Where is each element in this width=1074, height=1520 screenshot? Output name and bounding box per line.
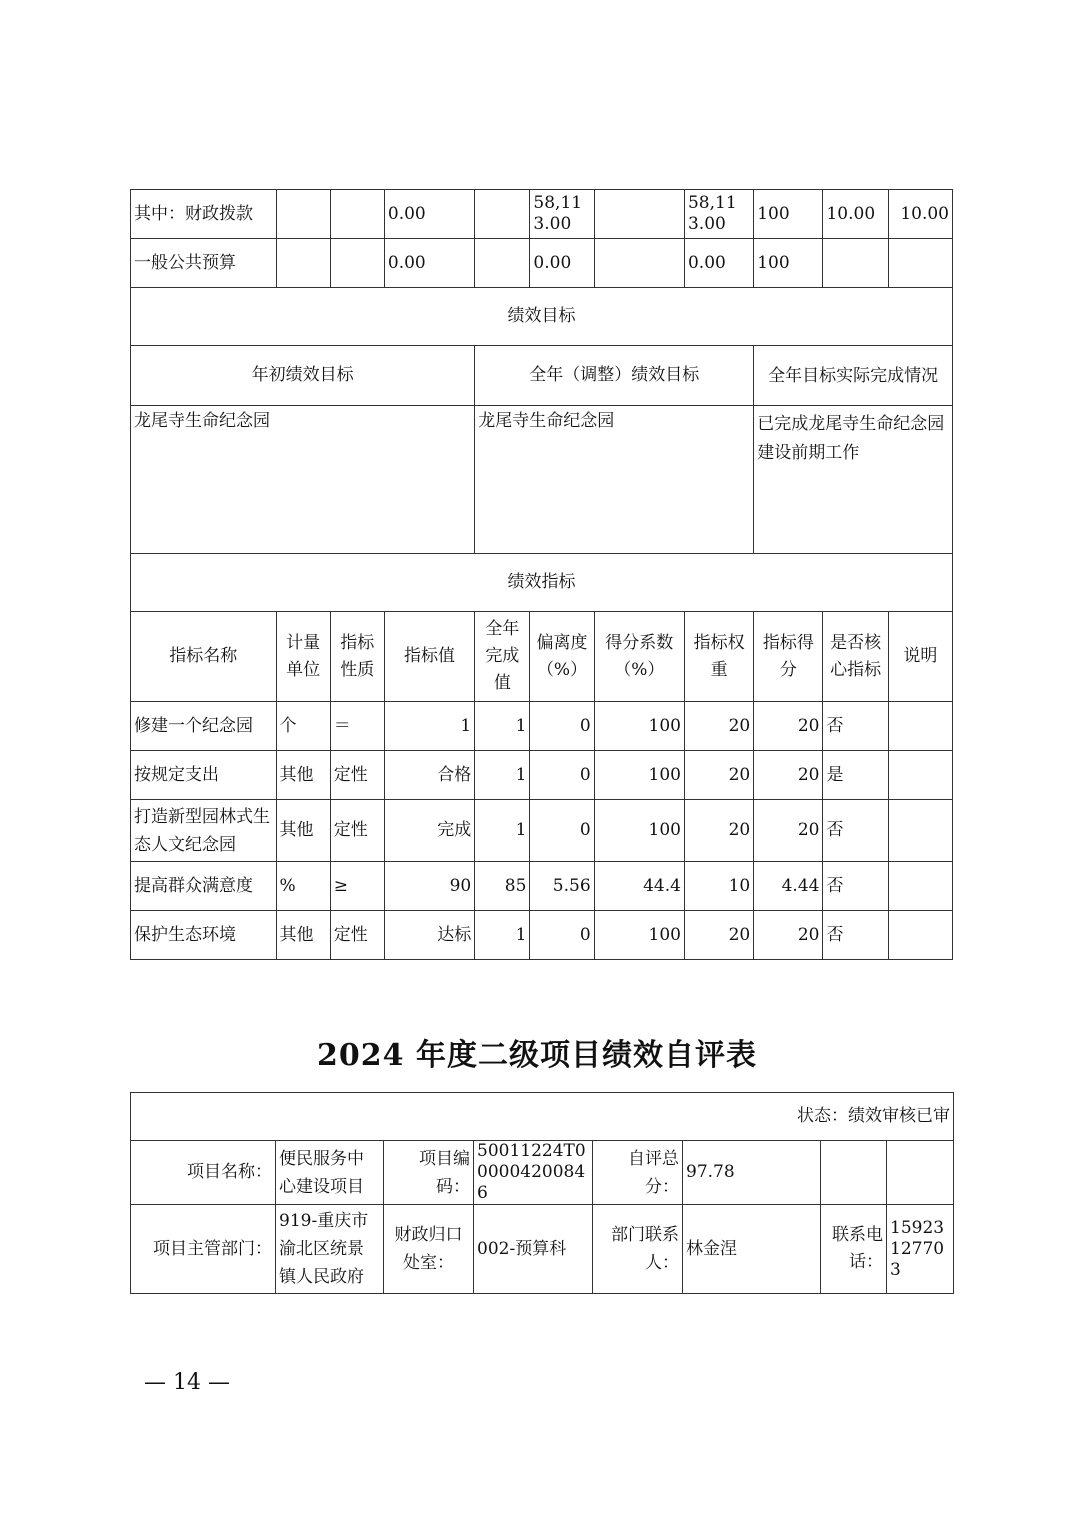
contact-label: 部门联系人：	[593, 1205, 683, 1294]
goals-header-actual: 全年目标实际完成情况	[754, 346, 953, 406]
self-score-label: 自评总分：	[593, 1141, 683, 1205]
funding-row-general: 一般公共预算 0.00 0.00 0.00 100	[131, 239, 953, 288]
goal-initial: 龙尾寺生命纪念园	[131, 406, 475, 554]
finance-label: 财政归口处室：	[384, 1205, 474, 1294]
goal-adjusted: 龙尾寺生命纪念园	[475, 406, 754, 554]
goals-section-title: 绩效目标	[131, 288, 953, 346]
self-score: 97.78	[683, 1141, 821, 1205]
project-name: 便民服务中心建设项目	[276, 1141, 384, 1205]
project-name-label: 项目名称：	[131, 1141, 276, 1205]
second-table-title: 2024 年度二级项目绩效自评表	[317, 1038, 757, 1073]
status-text: 状态：绩效审核已审	[131, 1093, 954, 1141]
indicators-header-row: 指标名称 计量单位 指标性质 指标值 全年完成值 偏离度（%） 得分系数（%） 指标权重 指标得分 是否核心指标 说明	[131, 612, 953, 702]
indicator-row: 按规定支出 其他 定性 合格 1 0 100 20 20 是	[131, 751, 953, 800]
funding-row-fiscal: 其中：财政拨款 0.00 58,113.00 58,113.00 100 10.00 10.00	[131, 190, 953, 239]
indicator-row: 打造新型园林式生态人文纪念园 其他 定性 完成 1 0 100 20 20 否	[131, 800, 953, 862]
indicators-section-title: 绩效指标	[131, 554, 953, 612]
goals-header-adjusted: 全年（调整）绩效目标	[475, 346, 754, 406]
goal-actual: 已完成龙尾寺生命纪念园建设前期工作	[754, 406, 953, 554]
dept: 919-重庆市渝北区统景镇人民政府	[276, 1205, 384, 1294]
indicator-row: 保护生态环境 其他 定性 达标 1 0 100 20 20 否	[131, 911, 953, 960]
row-label: 一般公共预算	[131, 239, 277, 288]
finance: 002-预算科	[474, 1205, 593, 1294]
contact: 林金涅	[683, 1205, 821, 1294]
project-code: 50011224T000004200846	[474, 1141, 593, 1205]
indicator-row: 提高群众满意度 % ≥ 90 85 5.56 44.4 10 4.44 否	[131, 862, 953, 911]
dept-label: 项目主管部门：	[131, 1205, 276, 1294]
page-number: — 14 —	[144, 1370, 230, 1395]
performance-table	[130, 189, 953, 960]
phone-label: 联系电话：	[821, 1205, 887, 1294]
goals-header-initial: 年初绩效目标	[131, 346, 475, 406]
phone: 15923127703	[887, 1205, 954, 1294]
indicator-row: 修建一个纪念园 个 ＝ 1 1 0 100 20 20 否	[131, 702, 953, 751]
row-label: 其中：财政拨款	[131, 190, 277, 239]
project-info-table	[130, 1092, 954, 1294]
project-code-label: 项目编码：	[384, 1141, 474, 1205]
